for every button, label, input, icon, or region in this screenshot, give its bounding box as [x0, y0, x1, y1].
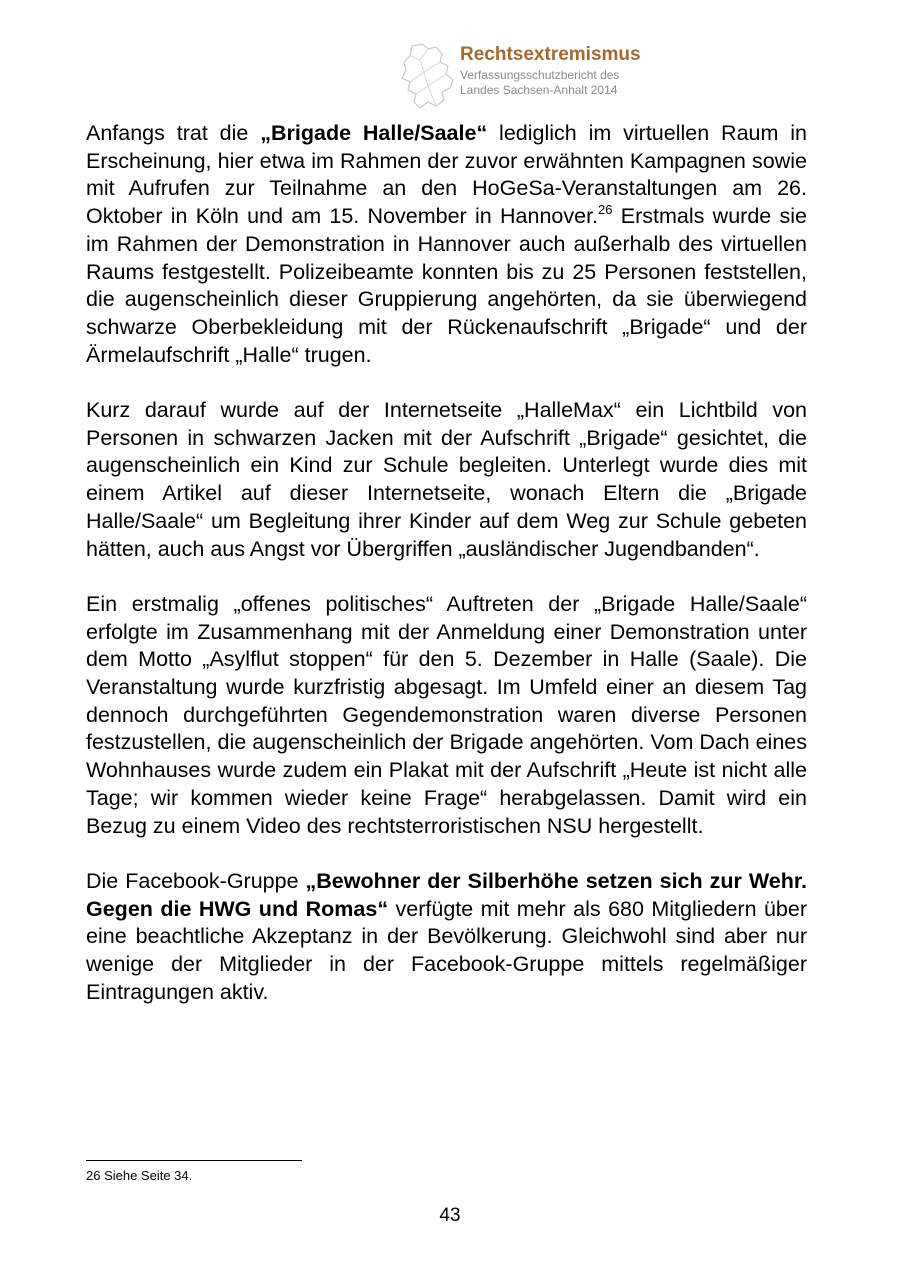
main-content: [86, 120, 807, 1034]
paragraph-4-text-b: verfügte mit mehr als 680 Mitgliedern über eine beachtliche Akzeptanz in der Bevölkerung. Gleichwohl sind aber nur wenige der Mitglieder in der Facebook-Gruppe mittels regelmäßiger Eintragungen aktiv.: [86, 896, 807, 1004]
header-subtitle-line2: Landes Sachsen-Anhalt 2014: [460, 83, 618, 97]
footnote: 26 Siehe Seite 34.: [86, 1168, 193, 1183]
header-subtitle-line1: Verfassungsschutzbericht des: [460, 68, 620, 82]
footnote-divider: [86, 1160, 302, 1161]
footnote-reference[interactable]: 26: [598, 202, 613, 218]
paragraph-3: Ein erstmalig „offenes politisches“ Auftreten der „Brigade Halle/Saale“ erfolgte im Zusammenhang mit der Anmeldung einer Demonstration unter dem Motto „Asylflut stoppen“ für den 5. Dezember in Halle (Saale). Die Veranstaltung wurde kurzfristig abgesagt. Im Umfeld einer an diesem Tag dennoch durchgeführten Gegendemonstration waren diverse Personen festzustellen, die augenscheinlich der Brigade angehörten. Vom Dach eines Wohnhauses wurde zudem ein Plakat mit der Aufschrift „Heute ist nicht alle Tage; wir kommen wieder keine Frage“ herabgelassen. Damit wird ein Bezug zu einem Video des rechtsterroristischen NSU hergestellt.: [86, 591, 807, 838]
paragraph-1-text-c: Erstmals wurde sie im Rahmen der Demonstration in Hannover auch außerhalb des virtuellen Raums festgestellt. Polizeibeamte konnten bis zu 25 Personen feststellen, die augenscheinlich dieser Gruppierung angehörten, da sie überwiegend schwarze Oberbekleidung mit der Rückenaufschrift „Brigade“ und der Ärmelaufschrift „Halle“ trugen.: [86, 204, 807, 367]
sachsen-anhalt-map-icon: [398, 42, 456, 112]
page-number: 43: [439, 1205, 461, 1226]
header-title: Rechtsextremismus: [460, 44, 641, 65]
paragraph-1: [86, 120, 807, 369]
paragraph-1-bold: „Brigade Halle/Saale“: [260, 121, 488, 145]
page-header: [398, 42, 698, 114]
paragraph-4-text-a: Die Facebook-Gruppe: [86, 868, 306, 893]
paragraph-1-text-b: lediglich im virtuellen Raum in Erscheinung, hier etwa im Rahmen der zuvor erwähnten Kampagnen sowie mit Aufrufen zur Teilnahme an den HoGeSa-Veranstaltungen am 26. Oktober in Köln und am 15. November in Hannover.: [86, 121, 807, 229]
paragraph-4: [86, 868, 807, 1007]
paragraph-1-text-a: Anfangs trat die: [86, 121, 261, 145]
paragraph-4-bold: „Bewohner der Silberhöhe setzen sich zur Wehr. Gegen die HWG und Romas“: [86, 868, 808, 921]
paragraph-2: Kurz darauf wurde auf der Internetseite „HalleMax“ ein Lichtbild von Personen in schwarzen Jacken mit der Aufschrift „Brigade“ gesichtet, die augenscheinlich ein Kind zur Schule begleiten. Unterlegt wurde dies mit einem Artikel auf dieser Internetseite, wonach Eltern die „Brigade Halle/Saale“ um Begleitung ihrer Kinder auf dem Weg zur Schule gebeten hätten, auch aus Angst vor Übergriffen „ausländischer Jugendbanden“.: [86, 398, 807, 561]
